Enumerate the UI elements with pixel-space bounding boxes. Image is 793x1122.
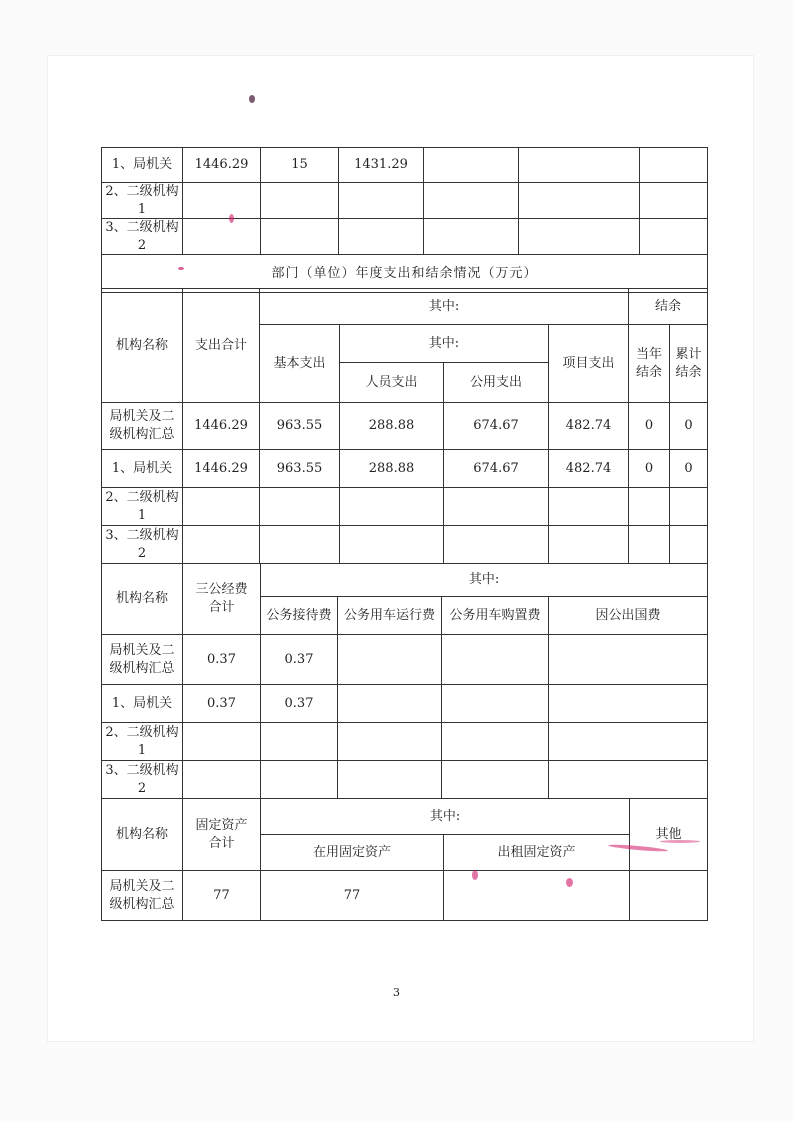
cell-other — [630, 871, 708, 921]
cell — [519, 219, 640, 255]
ink-stain — [229, 214, 234, 223]
ink-stain — [472, 870, 478, 880]
col-header-qizhong-sub: 其中: — [340, 325, 549, 363]
cell-buy — [442, 635, 549, 685]
org-name-line: 级机构汇总 — [109, 660, 175, 676]
cell-staff — [340, 488, 444, 526]
col-header-reception: 公务接待费 — [261, 597, 338, 635]
cell-run — [338, 635, 442, 685]
org-name — [102, 526, 183, 564]
org-name — [102, 723, 183, 761]
section-title: 部门（单位）年度支出和结余情况（万元） — [102, 255, 708, 293]
cell-basic: 963.55 — [260, 450, 340, 488]
col-header-vehicle-buy: 公务用车购置费 — [442, 597, 549, 635]
cell-reception — [261, 761, 338, 799]
cell-total: 1446.29 — [183, 403, 260, 450]
cell-total — [183, 723, 261, 761]
cell — [183, 219, 261, 255]
cell-abroad — [549, 723, 708, 761]
table-row — [102, 526, 708, 564]
cell-staff: 288.88 — [340, 450, 444, 488]
header-line: 结余 — [636, 364, 663, 380]
table-row — [102, 685, 708, 723]
col-header-current-balance — [629, 325, 670, 403]
org-name-line: 局机关及二 — [109, 409, 175, 425]
cell-basic — [260, 488, 340, 526]
cell-total: 77 — [183, 871, 261, 921]
table-row — [102, 183, 708, 219]
col-header-balance: 结余 — [629, 289, 708, 325]
org-name-line: 2、二级机构1 — [105, 724, 179, 758]
header-line: 合计 — [208, 600, 235, 615]
ink-stain — [660, 840, 700, 843]
col-header-qizhong: 其中: — [260, 289, 629, 325]
col-header-org: 机构名称 — [102, 564, 183, 635]
col-header-total — [183, 564, 261, 635]
cell: 1431.29 — [339, 148, 424, 183]
org-name — [102, 450, 183, 488]
ink-stain — [178, 267, 184, 270]
table-row — [102, 488, 708, 526]
cell — [424, 148, 519, 183]
cell — [640, 148, 708, 183]
header-row — [102, 799, 708, 835]
table-row — [102, 450, 708, 488]
cell-public — [444, 526, 549, 564]
cell-total: 1446.29 — [183, 450, 260, 488]
section-title-row — [102, 255, 708, 293]
cell-reception: 0.37 — [261, 635, 338, 685]
org-name — [102, 635, 183, 685]
cell-reception — [261, 723, 338, 761]
cell-cumulative: 0 — [670, 403, 708, 450]
cell-abroad — [549, 761, 708, 799]
table-row — [102, 219, 708, 255]
org-name-line: 2、二级机构1 — [105, 489, 179, 523]
header-line: 固定资产 — [195, 817, 248, 833]
cell-total: 0.37 — [183, 635, 261, 685]
budget-table-continuation — [101, 147, 708, 293]
org-name-line: 3、二级机构2 — [105, 762, 179, 796]
cell-abroad — [549, 685, 708, 723]
cell — [183, 183, 261, 219]
col-header-qizhong: 其中: — [261, 799, 630, 835]
col-header-qizhong: 其中: — [261, 564, 708, 597]
org-name — [102, 403, 183, 450]
org-name — [102, 488, 183, 526]
col-header-vehicle-run: 公务用车运行费 — [338, 597, 442, 635]
cell-current — [629, 526, 670, 564]
header-line: 结余 — [675, 364, 702, 380]
table-row — [102, 761, 708, 799]
cell-staff: 288.88 — [340, 403, 444, 450]
cell: 15 — [261, 148, 339, 183]
cell-buy — [442, 723, 549, 761]
cell — [640, 183, 708, 219]
org-name-line: 级机构汇总 — [109, 427, 175, 442]
org-name-line: 1、局机关 — [111, 695, 173, 711]
org-name: 3、二级机构2 — [102, 219, 183, 255]
cell-total — [183, 488, 260, 526]
cell-cumulative — [670, 488, 708, 526]
col-header-in-use: 在用固定资产 — [261, 835, 444, 871]
ink-smudge — [249, 95, 255, 103]
cell-run — [338, 723, 442, 761]
fixed-assets-table — [101, 798, 708, 921]
cell — [424, 219, 519, 255]
cell-run — [338, 761, 442, 799]
cell-current — [629, 488, 670, 526]
col-header-public: 公用支出 — [444, 363, 549, 403]
org-name — [102, 761, 183, 799]
cell — [519, 183, 640, 219]
cell-project: 482.74 — [549, 450, 629, 488]
table-row — [102, 148, 708, 183]
cell — [339, 219, 424, 255]
cell — [339, 183, 424, 219]
cell-basic — [260, 526, 340, 564]
cell: 1446.29 — [183, 148, 261, 183]
col-header-total — [183, 799, 261, 871]
org-name: 1、局机关 — [102, 148, 183, 183]
col-header-abroad: 因公出国费 — [549, 597, 708, 635]
org-name-line: 局机关及二 — [109, 878, 175, 894]
org-name: 2、二级机构1 — [102, 183, 183, 219]
org-name-line: 3、二级机构2 — [105, 527, 179, 561]
cell-project: 482.74 — [549, 403, 629, 450]
cell-total — [183, 526, 260, 564]
header-line: 累计 — [675, 346, 702, 362]
cell — [640, 219, 708, 255]
col-header-org: 机构名称 — [102, 799, 183, 871]
col-header-other: 其他 — [630, 799, 708, 871]
org-name-line: 级机构汇总 — [109, 896, 175, 912]
cell-buy — [442, 761, 549, 799]
org-name — [102, 685, 183, 723]
cell-total — [183, 761, 261, 799]
cell-staff — [340, 526, 444, 564]
cell — [424, 183, 519, 219]
col-header-cumulative-balance — [670, 325, 708, 403]
cell-abroad — [549, 635, 708, 685]
header-line: 合计 — [208, 835, 235, 851]
header-row — [102, 564, 708, 597]
table-row — [102, 723, 708, 761]
cell — [261, 219, 339, 255]
cell-total: 0.37 — [183, 685, 261, 723]
org-name-line: 1、局机关 — [111, 460, 173, 476]
cell-in-use: 77 — [261, 871, 444, 921]
cell-buy — [442, 685, 549, 723]
expenditure-table — [101, 288, 708, 564]
page-number: 3 — [393, 986, 400, 999]
col-header-staff: 人员支出 — [340, 363, 444, 403]
cell — [261, 183, 339, 219]
cell-project — [549, 488, 629, 526]
col-header-total: 支出合计 — [183, 289, 260, 403]
table-row — [102, 871, 708, 921]
table-row — [102, 403, 708, 450]
cell-public — [444, 488, 549, 526]
col-header-project: 项目支出 — [549, 325, 629, 403]
ink-stain — [566, 878, 573, 887]
cell-project — [549, 526, 629, 564]
col-header-basic: 基本支出 — [260, 325, 340, 403]
table-row — [102, 635, 708, 685]
cell-basic: 963.55 — [260, 403, 340, 450]
cell — [519, 148, 640, 183]
cell-current: 0 — [629, 403, 670, 450]
header-line: 三公经费 — [195, 582, 248, 598]
cell-cumulative — [670, 526, 708, 564]
cell-reception: 0.37 — [261, 685, 338, 723]
three-public-expenses-table — [101, 563, 708, 799]
col-header-rented: 出租固定资产 — [444, 835, 630, 871]
col-header-org: 机构名称 — [102, 289, 183, 403]
cell-public: 674.67 — [444, 403, 549, 450]
org-name-line: 局机关及二 — [109, 642, 175, 658]
cell-public: 674.67 — [444, 450, 549, 488]
cell-cumulative: 0 — [670, 450, 708, 488]
cell-current: 0 — [629, 450, 670, 488]
header-line: 当年 — [636, 346, 663, 362]
header-row — [102, 289, 708, 325]
cell-rented — [444, 871, 630, 921]
cell-run — [338, 685, 442, 723]
org-name — [102, 871, 183, 921]
